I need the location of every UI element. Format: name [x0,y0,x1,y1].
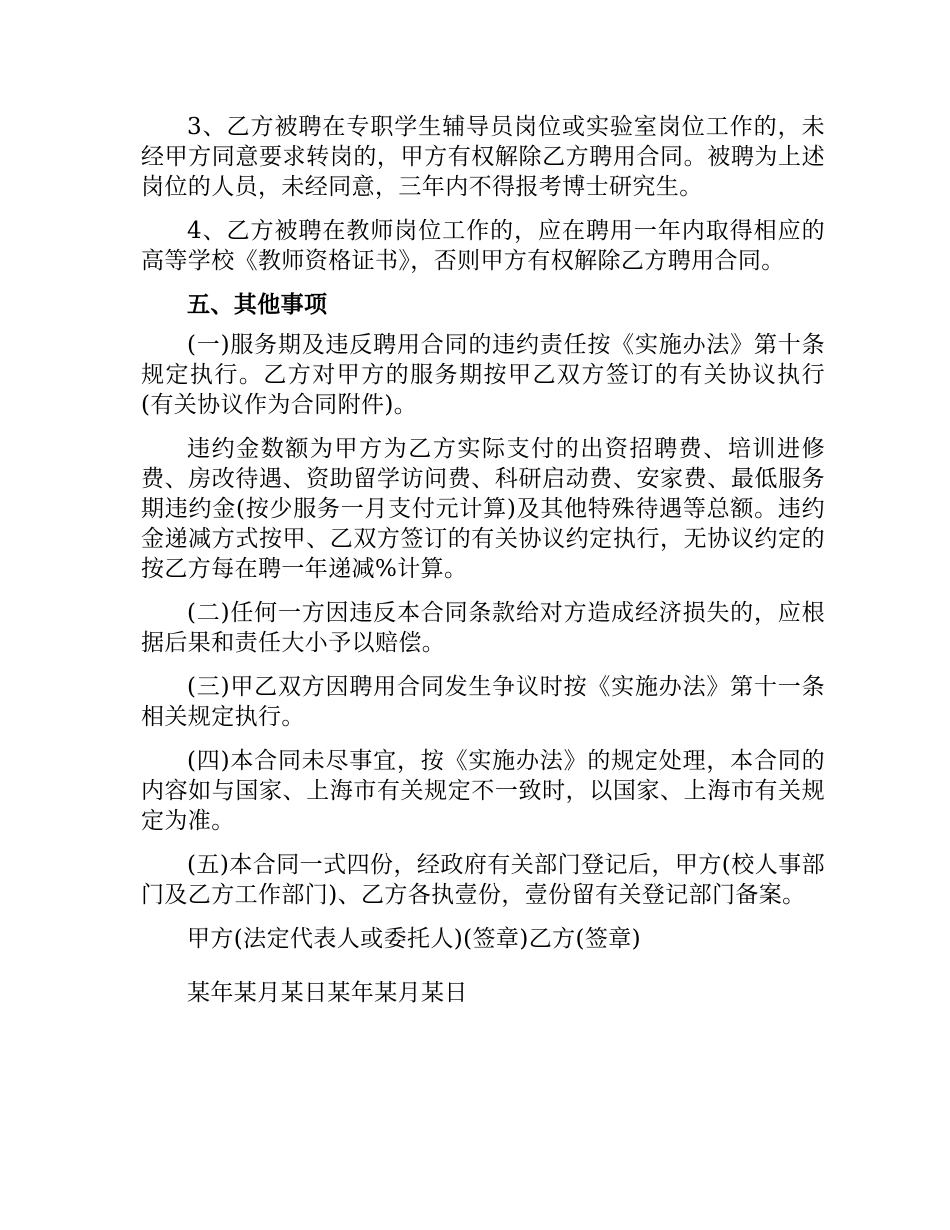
other-matters-item-1: (一)服务期及违反聘用合同的违约责任按《实施办法》第十条规定执行。乙方对甲方的服务期按甲乙双方签订的有关协议执行(有关协议作为合同附件)。 [141,332,825,418]
clause-4-paragraph: 4、乙方被聘在教师岗位工作的，应在聘用一年内取得相应的高等学校《教师资格证书》，否则甲方有权解除乙方聘用合同。 [141,218,825,274]
other-matters-item-4: (四)本合同未尽事宜，按《实施办法》的规定处理，本合同的内容如与国家、上海市有关规定不一致时，以国家、上海市有关规定为准。 [141,748,825,834]
contract-page [141,112,825,1032]
other-matters-item-5: (五)本合同一式四份，经政府有关部门登记后，甲方(校人事部门及乙方工作部门)、乙方各执壹份，壹份留有关登记部门备案。 [141,852,825,908]
section-heading: 五、其他事项 [187,291,328,318]
other-matters-item-2: (二)任何一方因违反本合同条款给对方造成经济损失的，应根据后果和责任大小予以赔偿。 [141,600,825,656]
clause-3-paragraph: 3、乙方被聘在专职学生辅导员岗位或实验室岗位工作的，未经甲方同意要求转岗的，甲方有权解除乙方聘用合同。被聘为上述岗位的人员，未经同意，三年内不得报考博士研究生。 [141,114,825,200]
signature-line: 甲方(法定代表人或委托人)(签章)乙方(签章) [187,926,642,952]
date-line: 某年某月某日某年某月某日 [187,980,468,1006]
penalty-amount-paragraph: 违约金数额为甲方为乙方实际支付的出资招聘费、培训进修费、房改待遇、资助留学访问费、科研启动费、安家费、最低服务期违约金(按少服务一月支付元计算)及其他特殊待遇等总额。违约金递减方式按甲、乙双方签订的有关协议约定执行，无协议约定的按乙方每在聘一年递减%计算。 [141,436,825,582]
other-matters-item-3: (三)甲乙双方因聘用合同发生争议时按《实施办法》第十一条相关规定执行。 [141,674,825,730]
